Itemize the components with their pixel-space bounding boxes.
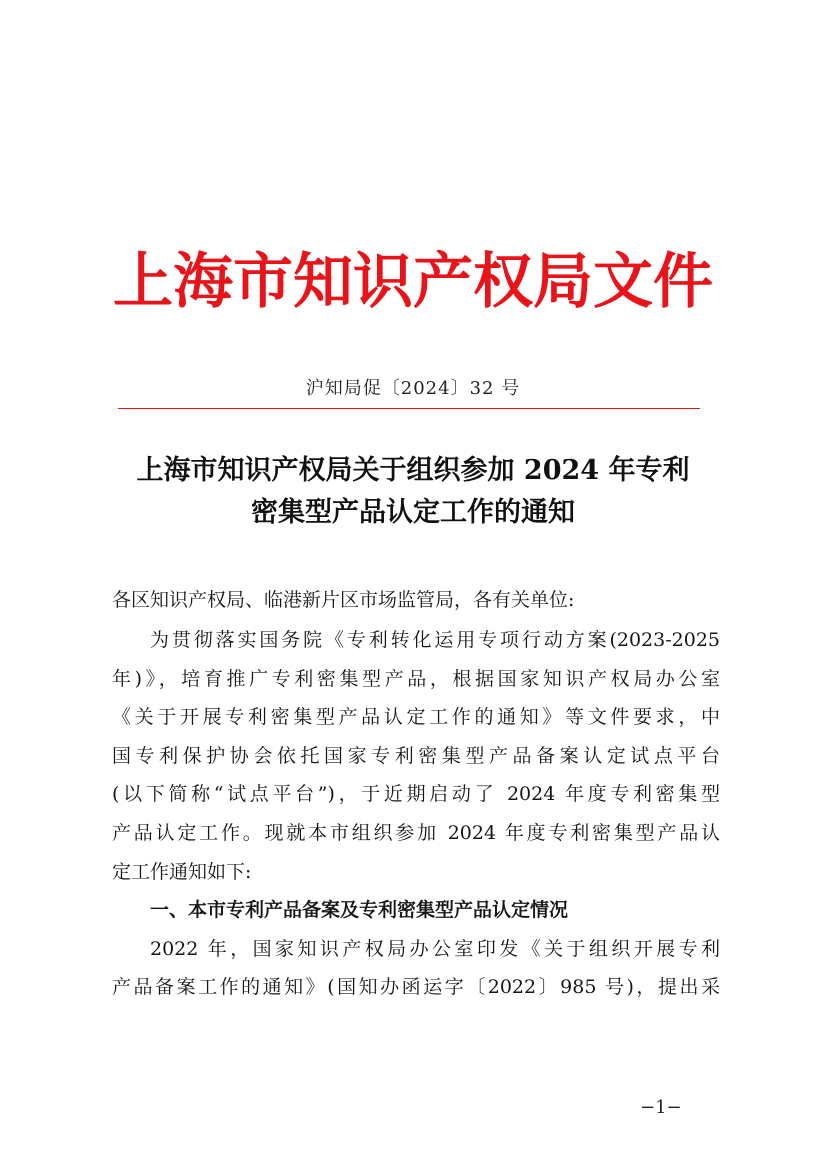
body-line: 年)》，培育推广专利密集型产品，根据国家知识产权局办公室 xyxy=(112,667,720,690)
body-line: 《关于开展专利密集型产品认定工作的通知》等文件要求，中 xyxy=(112,706,720,729)
body-line: 定工作通知如下: xyxy=(112,860,252,883)
body-line: 2022 年，国家知识产权局办公室印发《关于组织开展专利 xyxy=(150,937,720,960)
notice-title-line-1: 上海市知识产权局关于组织参加 2024 年专利 xyxy=(136,455,690,486)
section-heading-1: 一、本市专利产品备案及专利密集型产品认定情况 xyxy=(150,899,569,922)
masthead-title: 上海市知识产权局文件 xyxy=(113,247,713,317)
body-line: 为贯彻落实国务院《专利转化运用专项行动方案(2023-2025 xyxy=(150,629,720,651)
body-line: 产品认定工作。现就本市组织参加 2024 年度专利密集型产品认 xyxy=(112,821,720,844)
notice-title-line-2: 密集型产品认定工作的通知 xyxy=(251,497,575,528)
body-line: (以下简称“试点平台”)，于近期启动了 2024 年度专利密集型 xyxy=(112,783,720,806)
red-divider-line xyxy=(118,408,700,409)
document-number: 沪知局促〔2024〕32 号 xyxy=(305,378,521,399)
page-number: −1− xyxy=(640,1097,682,1118)
body-text xyxy=(112,625,720,1011)
body-line: 国专利保护协会依托国家专利密集型产品备案认定试点平台 xyxy=(112,744,720,767)
body-line: 产品备案工作的通知》(国知办函运字〔2022〕985 号)，提出采 xyxy=(112,976,720,999)
notice-title xyxy=(0,450,826,534)
addressee: 各区知识产权局、临港新片区市场监管局，各有关单位: xyxy=(112,589,575,611)
